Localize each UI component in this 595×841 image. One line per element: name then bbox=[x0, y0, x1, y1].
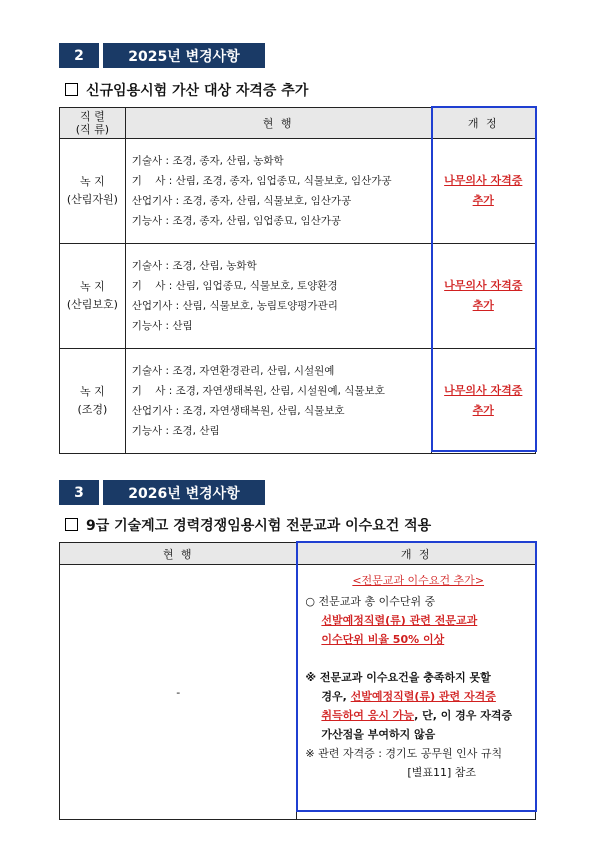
note-text: 경우, bbox=[321, 690, 351, 703]
section-number: 3 bbox=[59, 480, 99, 505]
current-line: 산업기사 : 산림, 식물보호, 농림토양평가관리 bbox=[131, 300, 338, 312]
note-text: , 단, 이 경우 자격증 bbox=[414, 709, 513, 722]
checkbox-square-icon bbox=[65, 83, 78, 96]
revision-title: <전문교과 이수요건 추가> bbox=[352, 574, 485, 587]
note-line: ※ 관련 자격증 : 경기도 공무원 인사 규칙 bbox=[305, 747, 503, 760]
category-line1: 녹 지 bbox=[79, 385, 105, 398]
revision-line1: 나무의사 자격증 bbox=[444, 174, 523, 187]
subtitle-text: 9급 기술계고 경력경쟁임용시험 전문교과 이수요건 적용 bbox=[86, 518, 432, 534]
checkbox-square-icon bbox=[65, 518, 78, 531]
revision-line1: 나무의사 자격증 bbox=[444, 384, 523, 397]
requirement-table bbox=[59, 542, 536, 820]
revision-cell bbox=[431, 139, 536, 244]
category-line1: 녹 지 bbox=[79, 175, 105, 188]
revision-line2: 추가 bbox=[472, 194, 494, 207]
category-cell bbox=[60, 139, 126, 244]
table-row bbox=[60, 565, 536, 820]
header-category-line1: 직 렬 bbox=[79, 110, 105, 123]
category-cell bbox=[60, 349, 126, 454]
note-line bbox=[305, 687, 531, 706]
note-red-text: 선발예정직렬(류) 관련 자격증 bbox=[350, 690, 496, 703]
current-line: 산업기사 : 조경, 종자, 산림, 식물보호, 임산가공 bbox=[131, 195, 352, 207]
bullet-red-text: 선발예정직렬(류) 관련 전문교과 bbox=[321, 614, 478, 627]
header-current: 현 행 bbox=[60, 543, 297, 565]
note-line bbox=[305, 706, 531, 725]
bullet-red-text: 이수단위 비율 50% 이상 bbox=[321, 633, 445, 646]
current-cell bbox=[125, 139, 431, 244]
current-line: 산업기사 : 조경, 자연생태복원, 산림, 식물보호 bbox=[131, 405, 345, 417]
header-category-line2: (직 류) bbox=[75, 123, 110, 136]
revision-line2: 추가 bbox=[472, 299, 494, 312]
current-line: 기술사 : 조경, 자연환경관리, 산림, 시설원예 bbox=[131, 365, 335, 377]
header-current: 현 행 bbox=[125, 108, 431, 139]
current-line: 기술사 : 조경, 산림, 농화학 bbox=[131, 260, 257, 272]
section-2-subtitle bbox=[65, 80, 308, 100]
revision-cell bbox=[431, 349, 536, 454]
header-revision: 개 정 bbox=[431, 108, 536, 139]
note-line: [별표11] 참조 bbox=[407, 766, 476, 779]
category-line2: (산림보호) bbox=[66, 298, 118, 311]
current-cell bbox=[125, 349, 431, 454]
bullet-lead: ○ 전문교과 총 이수단위 중 bbox=[305, 595, 436, 608]
category-cell bbox=[60, 244, 126, 349]
note-line: ※ 전문교과 이수요건을 충족하지 못할 bbox=[305, 671, 491, 684]
section-2-header bbox=[59, 43, 265, 68]
section-number: 2 bbox=[59, 43, 99, 68]
current-line: 기 사 : 산림, 조경, 종자, 임업종묘, 식물보호, 임산가공 bbox=[131, 175, 392, 187]
section-3-header bbox=[59, 480, 265, 505]
header-category bbox=[60, 108, 126, 139]
current-cell bbox=[125, 244, 431, 349]
table-header-row bbox=[60, 108, 536, 139]
revision-line2: 추가 bbox=[472, 404, 494, 417]
header-revision: 개 정 bbox=[297, 543, 536, 565]
current-line: 기능사 : 산림 bbox=[131, 320, 193, 332]
current-line: 기능사 : 조경, 종자, 산림, 임업종묘, 임산가공 bbox=[131, 215, 342, 227]
table-row bbox=[60, 349, 536, 454]
qualification-table bbox=[59, 107, 536, 454]
revision-cell bbox=[431, 244, 536, 349]
section-3-subtitle bbox=[65, 515, 431, 535]
revision-line1: 나무의사 자격증 bbox=[444, 279, 523, 292]
current-cell: - bbox=[60, 565, 297, 820]
table-row bbox=[60, 244, 536, 349]
current-line: 기 사 : 산림, 임업종묘, 식물보호, 토양환경 bbox=[131, 280, 338, 292]
revision-cell bbox=[297, 565, 536, 820]
section-title: 2026년 변경사항 bbox=[103, 480, 265, 505]
note-line: 가산점을 부여하지 않음 bbox=[321, 728, 436, 741]
table-row bbox=[60, 139, 536, 244]
table-header-row bbox=[60, 543, 536, 565]
note-red-text: 취득하여 응시 가능 bbox=[321, 709, 415, 722]
subtitle-text: 신규임용시험 가산 대상 자격증 추가 bbox=[86, 83, 309, 99]
current-line: 기술사 : 조경, 종자, 산림, 농화학 bbox=[131, 155, 284, 167]
current-line: 기능사 : 조경, 산림 bbox=[131, 425, 220, 437]
category-line2: (조경) bbox=[77, 403, 108, 416]
section-title: 2025년 변경사항 bbox=[103, 43, 265, 68]
category-line1: 녹 지 bbox=[79, 280, 105, 293]
category-line2: (산림자원) bbox=[66, 193, 118, 206]
current-line: 기 사 : 조경, 자연생태복원, 산림, 시설원예, 식물보호 bbox=[131, 385, 385, 397]
